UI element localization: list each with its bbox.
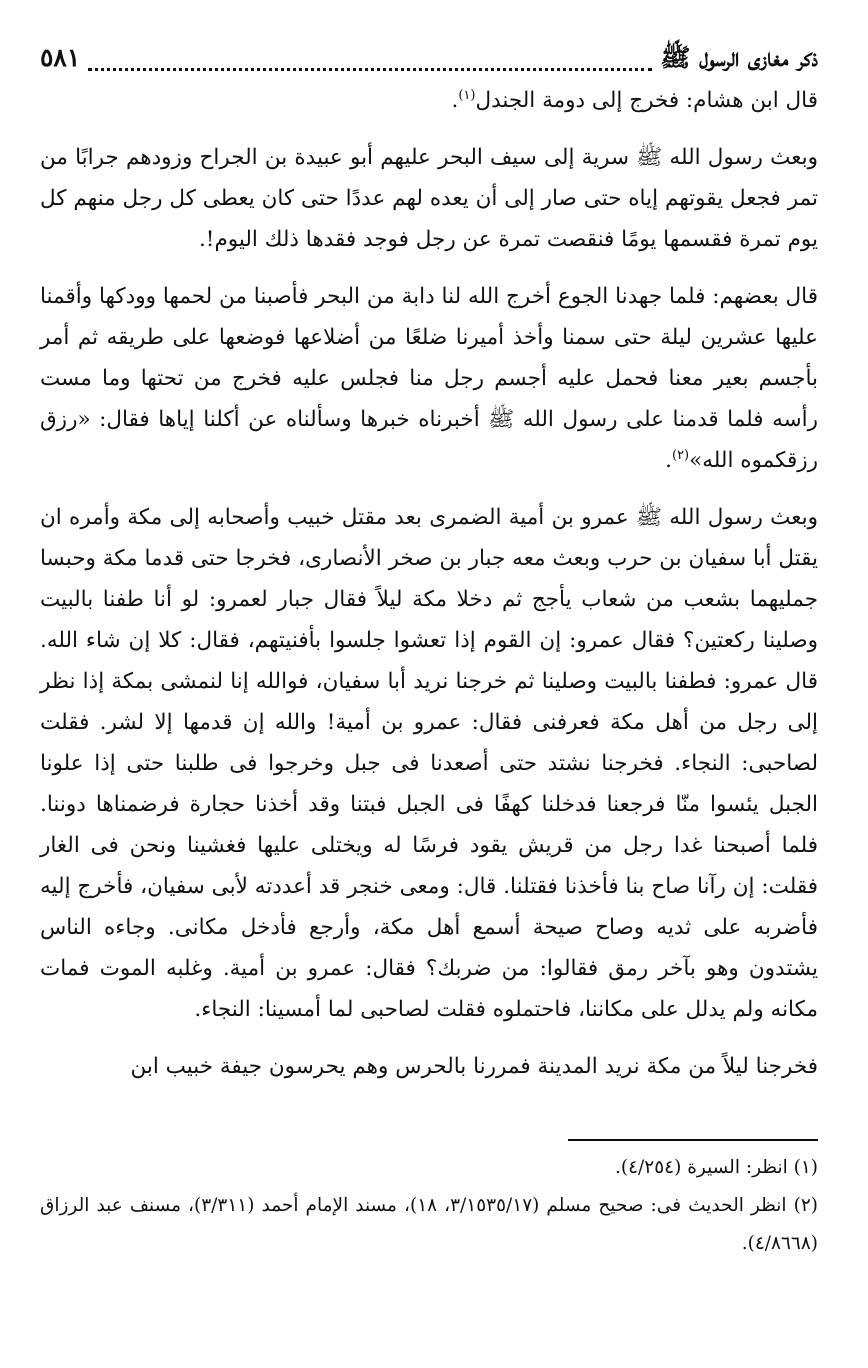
footnote-2: (٢) انظر الحديث فى: صحيح مسلم (٣/١٥٣٥/١٧، ١٨)، مسند الإمام أحمد (٣/٣١١)، مسنف عبد الرزاق (٤/٨٦٦٨). xyxy=(40,1195,818,1254)
paragraph-4 xyxy=(40,497,818,1030)
paragraph-text: فخرجنا ليلاً من مكة نريد المدينة فمررنا بالحرس وهم يحرسون جيفة خبيب ابن xyxy=(130,1054,818,1079)
dot-leader xyxy=(88,46,652,71)
footnote-ref: (١) xyxy=(458,87,476,103)
footnote-1: (١) انظر: السيرة (٤/٢٥٤). xyxy=(615,1157,818,1178)
paragraph-5 xyxy=(40,1046,818,1087)
chapter-title: ذكر مغازى الرسول ﷺ xyxy=(660,43,818,72)
footnote-ref: (٢) xyxy=(671,447,690,463)
paragraph-3 xyxy=(40,276,818,481)
paragraph-1 xyxy=(40,80,818,121)
page-number: ٥٨١ xyxy=(40,43,81,72)
paragraph-2 xyxy=(40,137,818,260)
paragraph-text: وبعث رسول الله ﷺ عمرو بن أمية الضمرى بعد مقتل خبيب وأصحابه إلى مكة وأمره ان يقتل أبا سفيان بن حرب وبعث معه جبار بن صخر الأنصارى، فخرجا حتى قدما مكة وحبسا جمليهما بشعب من شعاب يأجج ثم دخلا مكة ليلاً فقال جبار لعمرو: لو أنا طفنا بالبيت وصلينا ركعتين؟ فقال عمرو: إن القوم إذا تعشوا جلسوا بأفنيتهم، فقال: كلا إن شاء الله. قال عمرو: فطفنا بالبيت وصلينا ثم خرجنا نريد أبا سفيان، فوالله إنا لنمشى بمكة إذا نظر إلى رجل من أهل مكة فعرفنى فقال: عمرو بن أمية! والله إن قدمها إلا لشر. فقلت لصاحبى: النجاء. فخرجنا نشتد حتى أصعدنا فى جبل وخرجوا فى طلبنا حتى إذا علونا الجبل يئسوا منّا فرجعنا فدخلنا كهفًا فى الجبل فبتنا وقد أخذنا حجارة فرضمناها دوننا. فلما أصبحنا غدا رجل من قريش يقود فرسًا له ويختلى عليها فغشينا ونحن فى الغار فقلت: إن رآنا صاح بنا فأخذنا فقتلنا. قال: ومعى خنجر قد أعددته لأبى سفيان، فأخرج إليه فأضربه على ثديه وصاح صيحة أسمع أهل مكة، وأرجع فأدخل مكانى. وجاءه الناس يشتدون وهو بآخر رمق فقالوا: من ضربك؟ فقال: عمرو بن أمية. وغلبه الموت فمات مكانه ولم يدلل على مكاننا، فاحتملوه فقلت لصاحبى لما أمسينا: النجاء. xyxy=(40,505,818,1022)
main-text xyxy=(40,80,818,1087)
paragraph-end: . xyxy=(665,448,672,473)
paragraph-text: قال ابن هشام: فخرج إلى دومة الجندل xyxy=(475,88,818,113)
paragraph-end: . xyxy=(451,88,459,113)
footnote-separator xyxy=(568,1139,818,1141)
paragraph-text: قال بعضهم: فلما جهدنا الجوع أخرج الله لنا دابة من البحر فأصبنا من لحمها وودكها وأقمنا عليها عشرين ليلة حتى سمنا وأخذ أميرنا ضلعًا من أضلاعها فوضعها على طريقه ثم أمر بأجسم بعير معنا فحمل عليه أجسم رجل منا فجلس عليه فخرج من تحتها وما مست رأسه فلما قدمنا على رسول الله ﷺ أخبرناه خبرها وسألناه عن أكلنا إياها فقال: «رزق رزقكموه الله» xyxy=(40,284,818,473)
book-page xyxy=(40,36,818,1263)
paragraph-text: وبعث رسول الله ﷺ سرية إلى سيف البحر عليهم أبو عبيدة بن الجراح وزودهم جرابًا من تمر فجعل يقوتهم إياه حتى صار إلى أن يعده لهم عددًا حتى كان يعطى كل رجل منهم كل يوم تمرة فقسمها يومًا فنقصت تمرة عن رجل فوجد فقدها ذلك اليوم!. xyxy=(40,145,818,252)
running-header xyxy=(40,36,818,80)
footnotes xyxy=(40,1149,818,1263)
